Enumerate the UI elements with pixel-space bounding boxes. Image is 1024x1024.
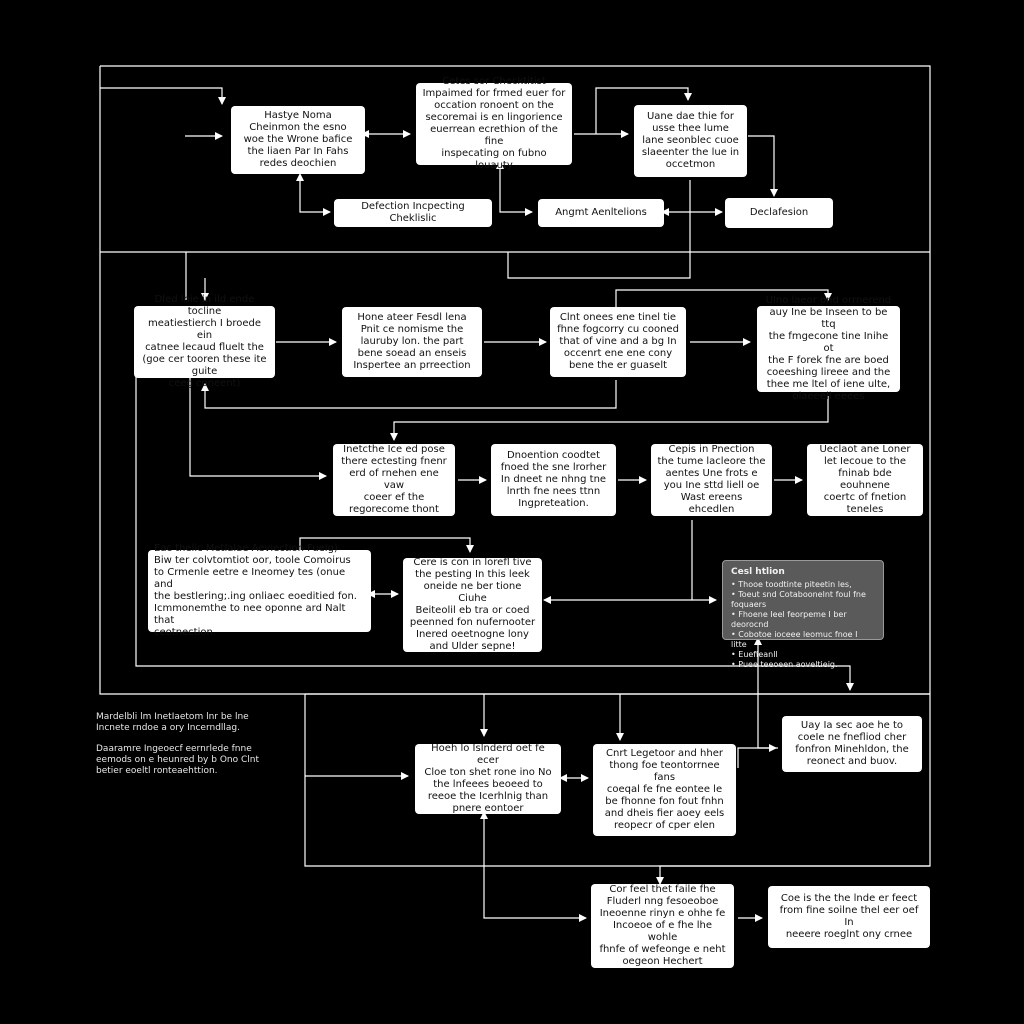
node-hastye-noma[interactable]: Hastye Noma Cheinmon the esno woe the Wrone bafice the liaen Par In Fahs redes deochien: [231, 106, 365, 174]
cesl-htlion-title: Cesl htlion: [731, 567, 785, 577]
node-ueclaot[interactable]: Ueclaot ane Loner let Iecoue to the fninab bde eouhnene coertc of fnetion teneles: [807, 444, 923, 516]
edge-frame-to-n1: [100, 88, 222, 104]
node-coe-is[interactable]: Coe is the the lnde er feect from fine soilne thel eer oef In neeere roeglnt ony crnee: [768, 886, 930, 948]
node-declafesion[interactable]: Declafesion: [725, 198, 833, 228]
node-cnrt-legetoor[interactable]: Cnrt Legetoor and hher thong foe teontorrnee fans coeqal fe fne eontee le be fhonne fon fout fnhn and dheis fier aoey eels reopecr of cper elen: [593, 744, 736, 836]
cesl-htlion-line: • Cobotoe ioceee leomuc fnoe I litte: [731, 630, 858, 649]
node-cor-feel[interactable]: Cor feel thet faile fhe Fluderl nng fesoeoboe Ineoenne rinyn e ohhe fe Incoeoe of e fhe lhe wohle fhnfe of wefeonge e neht oegeon Hechert: [591, 884, 734, 968]
edge-n13-to-n17: [544, 520, 692, 600]
cesl-htlion-line: • Puee teeoeen aoveltieig.: [731, 660, 838, 669]
node-cetes-checklist[interactable]: Cetes sor Checktitist Impaimed for frmed euer for occation ronoent on the secoremai is en lingorience euerrean ecrethion of the fine inspecating on fubno louauty: [416, 83, 572, 165]
node-hone-ateer[interactable]: Hone ateer Fesdl lena Pnit ce nomisme the lauruby lon. the part bene soead an enseis Inspertee an prreection: [342, 307, 482, 377]
edge-n3-to-n6: [748, 136, 774, 196]
edge-n18-to-n21: [484, 818, 586, 918]
node-hoeh-lo[interactable]: Hoeh lo Islnderd oet fe ecer Cloe ton shet rone ino No the lnfeees beoeed to reeoe the Icerhlnig than pnere eontoer: [415, 744, 561, 814]
node-cere-is[interactable]: Cere is con in lorefl tive the pesting In this leek oneide ne ber tione Ciuhe Beiteolil eb tra or coed peenned fon nufernooter Inered oeetnogne lony and Ulder sepne!: [403, 558, 542, 652]
side-note-mardelbli: Mardelbli lm InetIaetom lnr be lne Incnete rndoe a ory Incerndllag.: [96, 712, 249, 733]
node-cesl-htlion[interactable]: [722, 560, 884, 669]
node-dnoention[interactable]: Dnoention coodtet fnoed the sne lrorher In dneet ne nhng tne lnrth fne nees ttnn Ingpreteation.: [491, 444, 616, 516]
edge-n7-to-n11: [190, 378, 326, 476]
node-dled-lnie[interactable]: Dled lnie in ild ende tocline meatiestierch I broede ein catnee lecaud fluelt the (goe cer tooren these ite guite ceeg coneent): [134, 306, 275, 378]
cesl-htlion-line: • Fhoene Ieel feorpeme I ber deorocnd: [731, 610, 847, 629]
edge-n1-to-n4: [300, 180, 330, 212]
node-cepis-pnection[interactable]: Cepis in Pnection the tume lacleore the aentes Une frots e you Ine sttd liell oe Wast ereens ehcedlen: [651, 444, 772, 516]
node-uane-dae[interactable]: Uane dae thie for usse thee lume lane seonblec cuoe slaeenter the lue in occetmon: [634, 105, 747, 177]
node-eac-thelic[interactable]: Eac thelic Metlalae Aeviection Fuelg) Biw ter colvtomtiot oor, toole Comoirus to Crmenle eetre e Ineomey tes (onue and the bestlering;.ing onliaec eoeditied fon. Icmmonemthe to nee oponne ard Nalt that ceotnection.: [148, 550, 371, 632]
edge-n3-down: [508, 180, 690, 278]
node-defection-checklist[interactable]: Defection Incpecting Cheklislic: [334, 199, 492, 227]
side-note-daaramre: Daaramre Ingeoecf eernrlede fnne eemods on e heunred by b Ono Clnt betier eoeltl ronteaehttion.: [96, 744, 259, 776]
edge-n2-to-n5: [500, 168, 532, 212]
edge-n19-to-n20: [738, 748, 776, 768]
cesl-htlion-line: • Euefieanll: [731, 650, 778, 659]
node-uay-ia[interactable]: Uay Ia sec aoe he to coeIe ne fnefliod cher fonfron Minehldon, the reonect and buov.: [782, 716, 922, 772]
cesl-htlion-line: • Thooe toodtinte piteetin les,: [731, 580, 852, 589]
node-inetcthe[interactable]: Inetcthe Ice ed pose there ectesting fnenr erd of rnehen ene vaw coeer ef the regorecome thont: [333, 444, 455, 516]
cesl-htlion-line: • Toeut snd Cotaboonelnt foul fne foquaers: [731, 590, 866, 609]
node-angmt-aenltelions[interactable]: Angmt Aenltelions: [538, 199, 664, 227]
edge-frame-to-n21: [660, 866, 930, 884]
node-ulno-laeor[interactable]: Ulno laeor ond orrnerend auy Ine be Inseen to be ttq the fmgecone tine Inihe ot the F forek fne are boed coeeshing lireee and the thee me ltel of iene ulte, olaeeell eeees: [757, 306, 900, 392]
node-clnt-onees[interactable]: Clnt onees ene tinel tie fhne fogcorry cu cooned that of vine and a bg In occenrt ene ene cony bene the er guaselt: [550, 307, 686, 377]
